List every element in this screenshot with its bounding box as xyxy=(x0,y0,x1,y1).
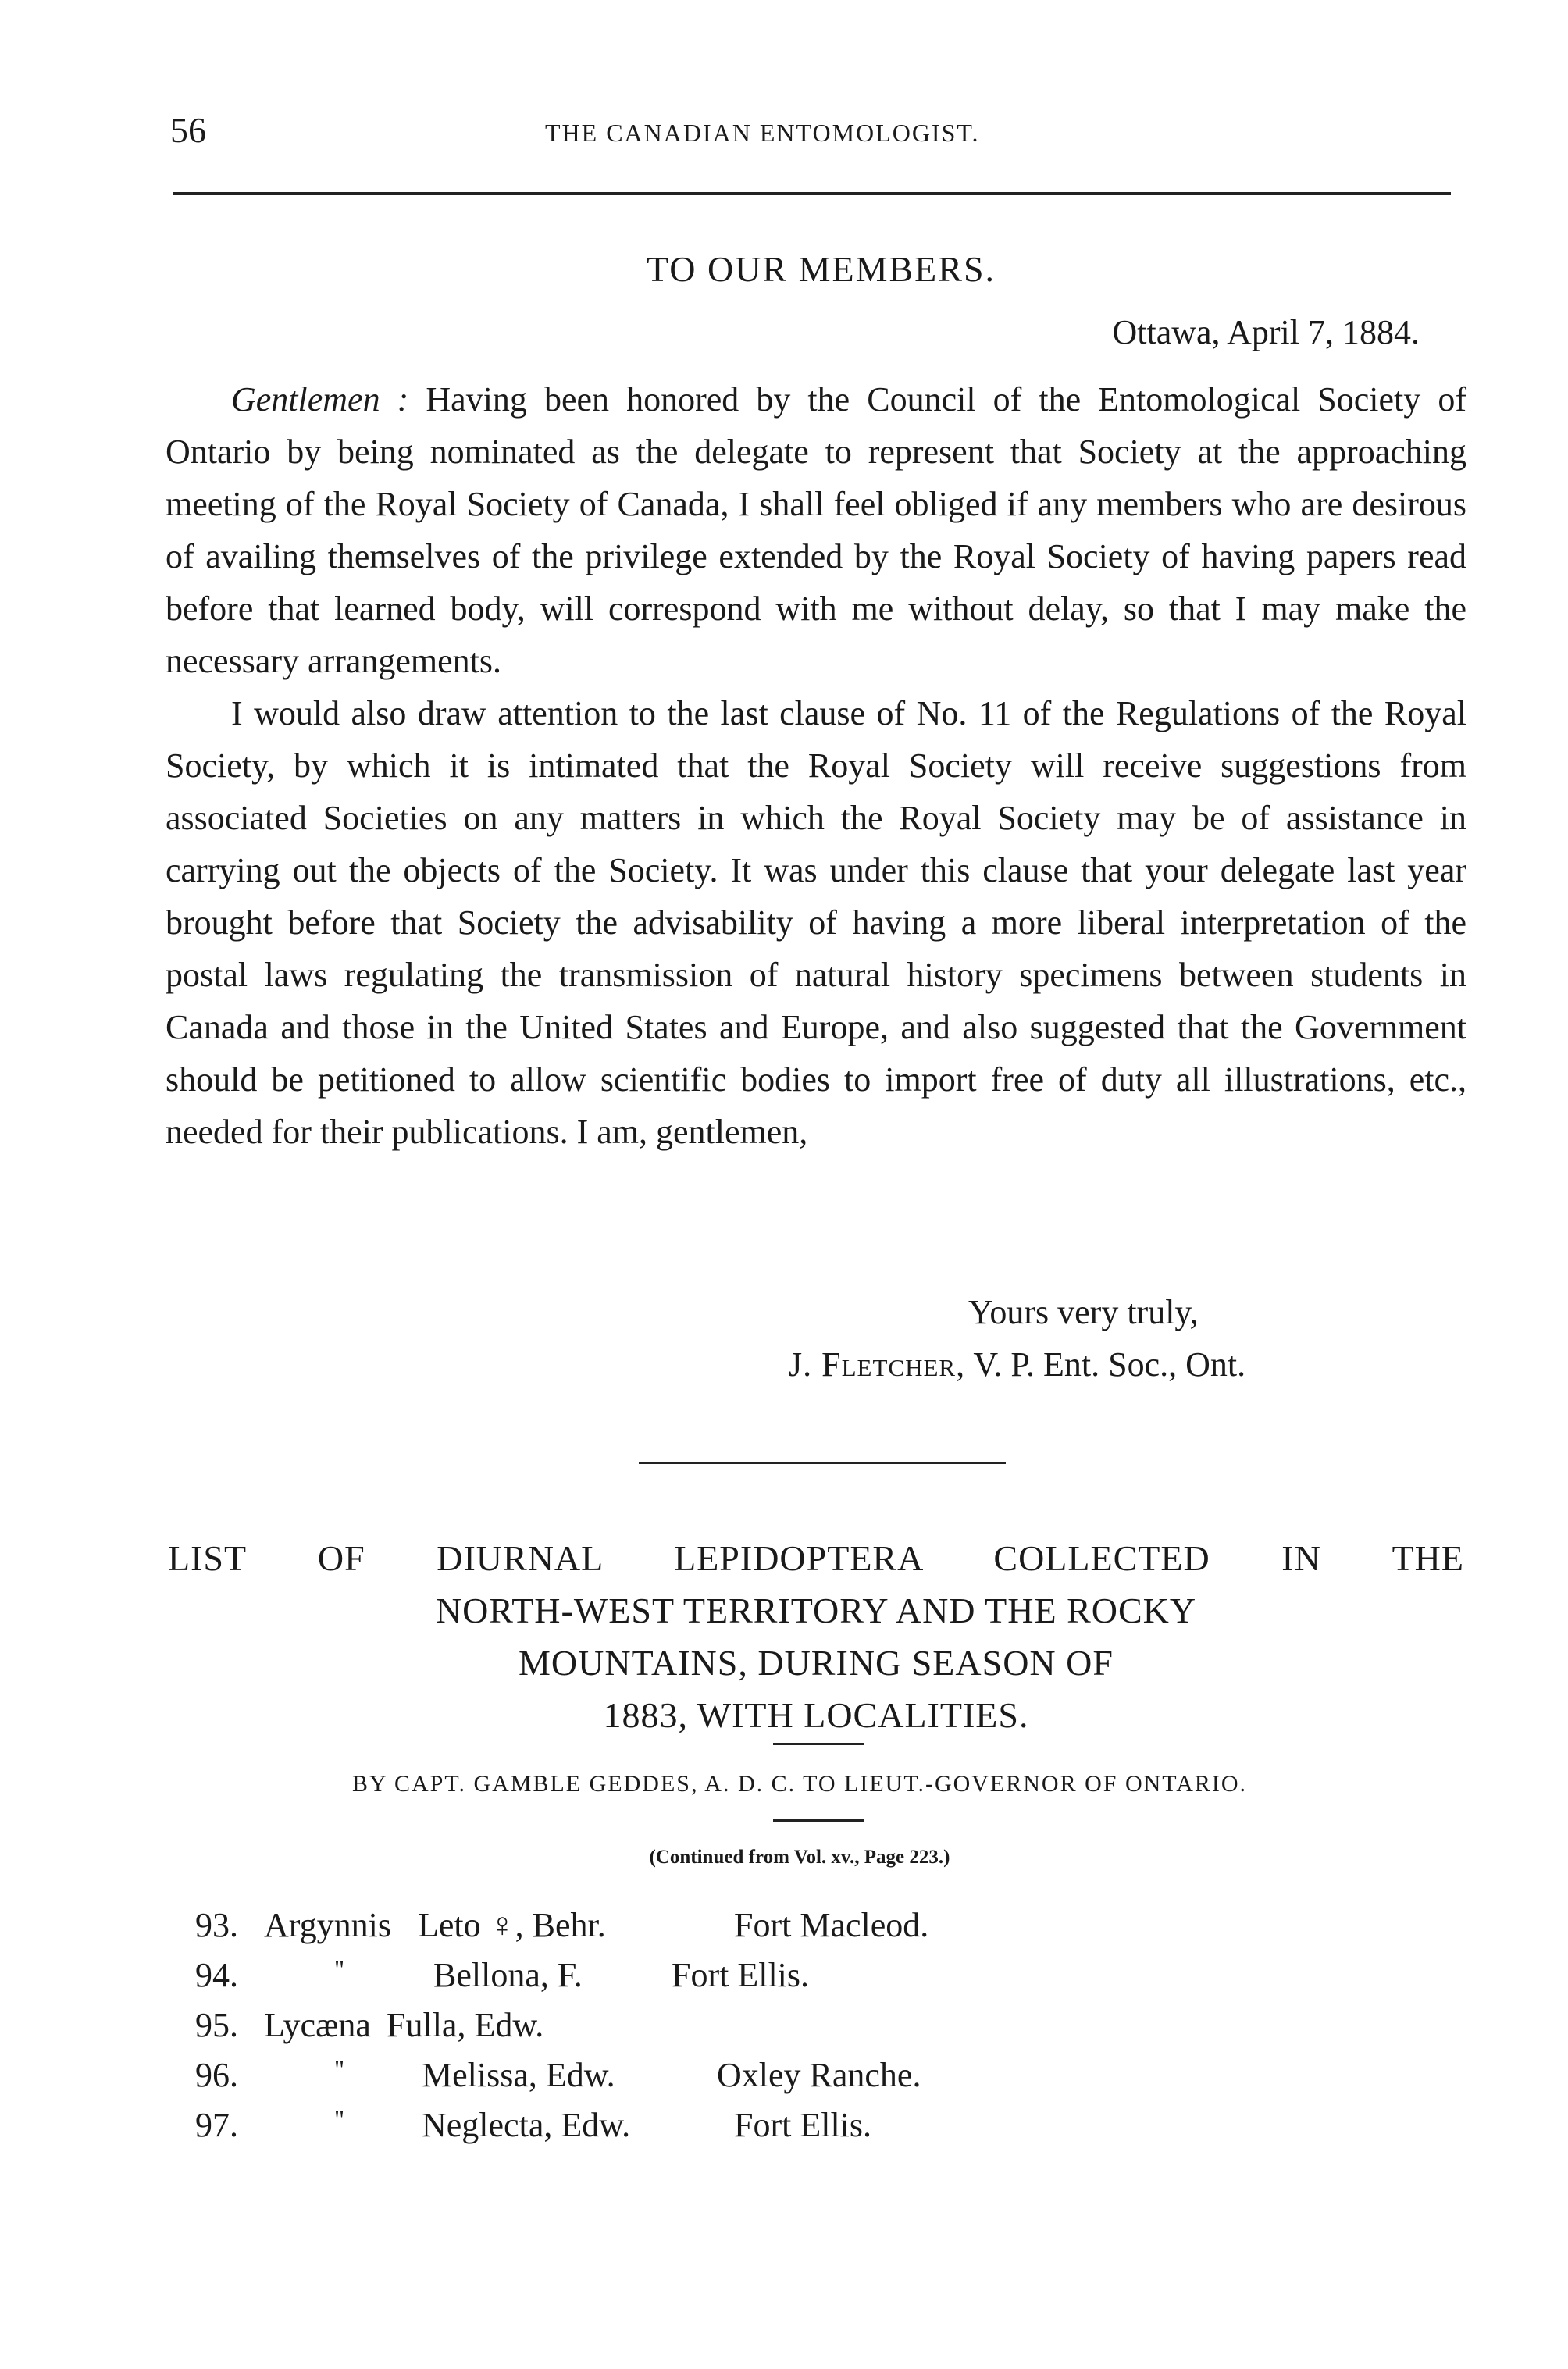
species-locality: Fort Macleod. xyxy=(734,1906,929,1944)
byline-rule-bottom xyxy=(773,1819,864,1822)
ditto-mark: " xyxy=(334,2055,345,2083)
species-name: Melissa, Edw. xyxy=(422,2056,615,2094)
article-title xyxy=(168,1532,1464,1741)
header-rule xyxy=(173,192,1451,195)
ditto-mark: " xyxy=(334,1955,345,1983)
signature xyxy=(789,1345,1245,1384)
species-locality: Fort Ellis. xyxy=(672,1956,810,1994)
continued-note: (Continued from Vol. xv., Page 223.) xyxy=(649,1847,950,1868)
title-line-2: NORTH-WEST TERRITORY AND THE ROCKY xyxy=(435,1591,1197,1630)
list-item xyxy=(195,2105,1288,2155)
species-genus: Lycæna xyxy=(264,2006,371,2044)
section-divider xyxy=(639,1462,1006,1464)
page-number: 56 xyxy=(170,110,206,150)
members-heading: TO OUR MEMBERS. xyxy=(646,249,996,289)
letter-date: Ottawa, April 7, 1884. xyxy=(1112,313,1420,351)
species-number: 96. xyxy=(195,2056,238,2094)
letter-body xyxy=(166,373,1466,1158)
ditto-mark: " xyxy=(334,2105,345,2133)
paragraph-1-text: Having been honored by the Council of the Entomological Society of Ontario by being nominated as the delegate to represent that Society at the approaching meeting of the Royal Society of Canada, I shall feel obliged if any members who are desirous of availing themselves of the privilege extended by the Royal Society of having papers read before that learned body, will correspond with me without delay, so that I may make the necessary arrangements. xyxy=(166,380,1466,680)
species-locality: Oxley Ranche. xyxy=(717,2056,921,2094)
species-name: Leto ♀, Behr. xyxy=(418,1906,606,1944)
species-list xyxy=(195,1905,1288,2155)
species-name: Neglecta, Edw. xyxy=(422,2106,631,2144)
species-name: Fulla, Edw. xyxy=(387,2006,544,2044)
list-item xyxy=(195,1955,1288,2005)
species-number: 94. xyxy=(195,1956,238,1994)
species-number: 95. xyxy=(195,2006,238,2044)
list-item xyxy=(195,1905,1288,1955)
species-number: 97. xyxy=(195,2106,238,2144)
species-name: Bellona, F. xyxy=(433,1956,583,1994)
signature-title: V. P. Ent. Soc., Ont. xyxy=(973,1345,1246,1384)
list-item xyxy=(195,2055,1288,2105)
list-item xyxy=(195,2005,1288,2055)
species-genus: Argynnis xyxy=(264,1906,391,1944)
title-line-1: LIST OF DIURNAL LEPIDOPTERA COLLECTED IN THE xyxy=(168,1538,1464,1578)
letter-paragraph-2: I would also draw attention to the last clause of No. 11 of the Regulations of the Royal Society, by which it is intimated that the Royal Society will receive suggestions from associated Societies on any matters in which the Royal Society may be of assistance in carrying out the objects of the Society. It was under this clause that your delegate last year brought before that Society the advisability of having a more liberal interpretation of the postal laws regulating the transmission of natural history specimens between students in Canada and those in the United States and Europe, and also suggested that the Government should be petitioned to allow scientific bodies to import free of duty all illustrations, etc., needed for their publications. I am, gentlemen, xyxy=(166,694,1466,1151)
letter-closing: Yours very truly, xyxy=(968,1293,1199,1331)
signature-name: J. Fletcher, xyxy=(789,1345,966,1384)
byline-rule-top xyxy=(773,1743,864,1745)
byline: BY CAPT. GAMBLE GEDDES, A. D. C. TO LIEUT.-GOVERNOR OF ONTARIO. xyxy=(351,1771,1248,1797)
species-locality: Fort Ellis. xyxy=(734,2106,872,2144)
title-line-4: 1883, WITH LOCALITIES. xyxy=(603,1695,1029,1735)
journal-title: THE CANADIAN ENTOMOLOGIST. xyxy=(545,119,980,147)
title-line-3: MOUNTAINS, DURING SEASON OF xyxy=(519,1643,1114,1683)
letter-paragraph-1 xyxy=(166,373,1466,687)
running-head xyxy=(170,109,1451,164)
salutation: Gentlemen : xyxy=(231,380,409,419)
species-number: 93. xyxy=(195,1906,238,1944)
